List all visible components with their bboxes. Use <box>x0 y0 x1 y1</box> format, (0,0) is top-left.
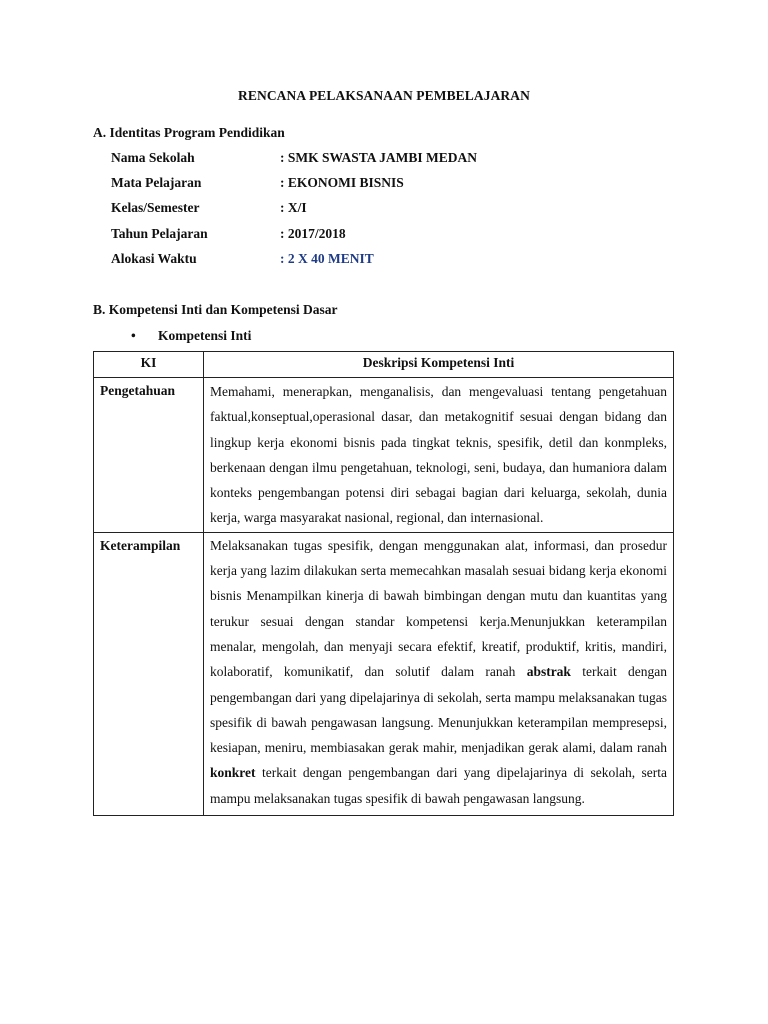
identity-value: : 2017/2018 <box>280 225 346 241</box>
identity-label: Kelas/Semester <box>111 200 200 216</box>
table-header-ki: KI <box>94 352 204 378</box>
identity-value: : SMK SWASTA JAMBI MEDAN <box>280 150 478 165</box>
bullet-label: Kompetensi Inti <box>158 328 252 343</box>
identity-row-time <box>111 251 477 276</box>
identity-row-subject <box>111 175 477 200</box>
description-text: Melaksanakan tugas spesifik, dengan menggunakan alat, informasi, dan prosedur kerja yang lazim dilakukan serta memecahkan masalah sesuai bidang kerja ekonomi bisnis Menampilkan kinerja di bawah bimbingan dengan mutu dan kuantitas yang terukur sesuai dengan standar kompetensi kerja.Menunjukkan keterampilan menalar, mengolah, dan menyaji secara efektif, kreatif, produktif, kritis, mandiri, kolaboratif, komunikatif, dan solutif dalam ranah <box>210 537 667 680</box>
identity-row-school <box>111 150 477 175</box>
table-header-description: Deskripsi Kompetensi Inti <box>204 352 674 378</box>
table-row <box>94 532 674 815</box>
table-row <box>94 378 674 533</box>
identity-label: Alokasi Waktu <box>111 250 197 266</box>
description-bold-term: abstrak <box>526 664 571 680</box>
identity-row-year <box>111 226 477 251</box>
identity-value: : EKONOMI BISNIS <box>280 175 404 191</box>
description-bold-term: konkret <box>210 765 256 781</box>
bullet-item <box>131 328 251 344</box>
section-b-heading: B. Kompetensi Inti dan Kompetensi Dasar <box>93 302 338 317</box>
bullet-icon: • <box>131 328 136 343</box>
table-cell-description <box>204 532 674 815</box>
table-cell-description: Memahami, menerapkan, menganalisis, dan mengevaluasi tentang pengetahuan faktual,konseptual,operasional dasar, dan metakognitif sesuai dengan bidang dan lingkup kerja ekonomi bisnis pada tingkat teknis, spesifik, detil dan konmpleks, berkenaan dengan ilmu pengetahuan, teknologi, seni, budaya, dan humaniora dalam konteks pengembangan potensi diri sebagai bagian dari keluarga, sekolah, dunia kerja, warga masyarakat nasional, regional, dan internasional. <box>204 378 674 533</box>
table-header-row <box>94 352 674 378</box>
identity-value-time: : 2 X 40 MENIT <box>280 250 374 266</box>
identity-label: Nama Sekolah <box>111 150 195 165</box>
table-cell-label: Pengetahuan <box>94 378 204 533</box>
identity-label: Tahun Pelajaran <box>111 225 208 241</box>
identity-label: Mata Pelajaran <box>111 175 202 191</box>
table-cell-label: Keterampilan <box>94 532 204 815</box>
description-text: terkait dengan pengembangan dari yang dipelajarinya di sekolah, serta mampu melaksanakan tugas spesifik di bawah pengawasan langsung. Menunjukkan keterampilan mempresepsi, kesiapan, meniru, membiasakan gerak mahir, menjadikan gerak alami, dalam ranah <box>210 664 668 756</box>
identity-value: : X/I <box>280 200 307 216</box>
identity-list <box>111 150 477 276</box>
section-a-heading: A. Identitas Program Pendidikan <box>93 125 285 140</box>
identity-row-class <box>111 200 477 225</box>
document-title: RENCANA PELAKSANAAN PEMBELAJARAN <box>238 88 530 103</box>
description-text: terkait dengan pengembangan dari yang dipelajarinya di sekolah, serta mampu melaksanakan tugas spesifik di bawah pengawasan langsung. <box>210 765 668 806</box>
competency-table <box>93 351 674 816</box>
